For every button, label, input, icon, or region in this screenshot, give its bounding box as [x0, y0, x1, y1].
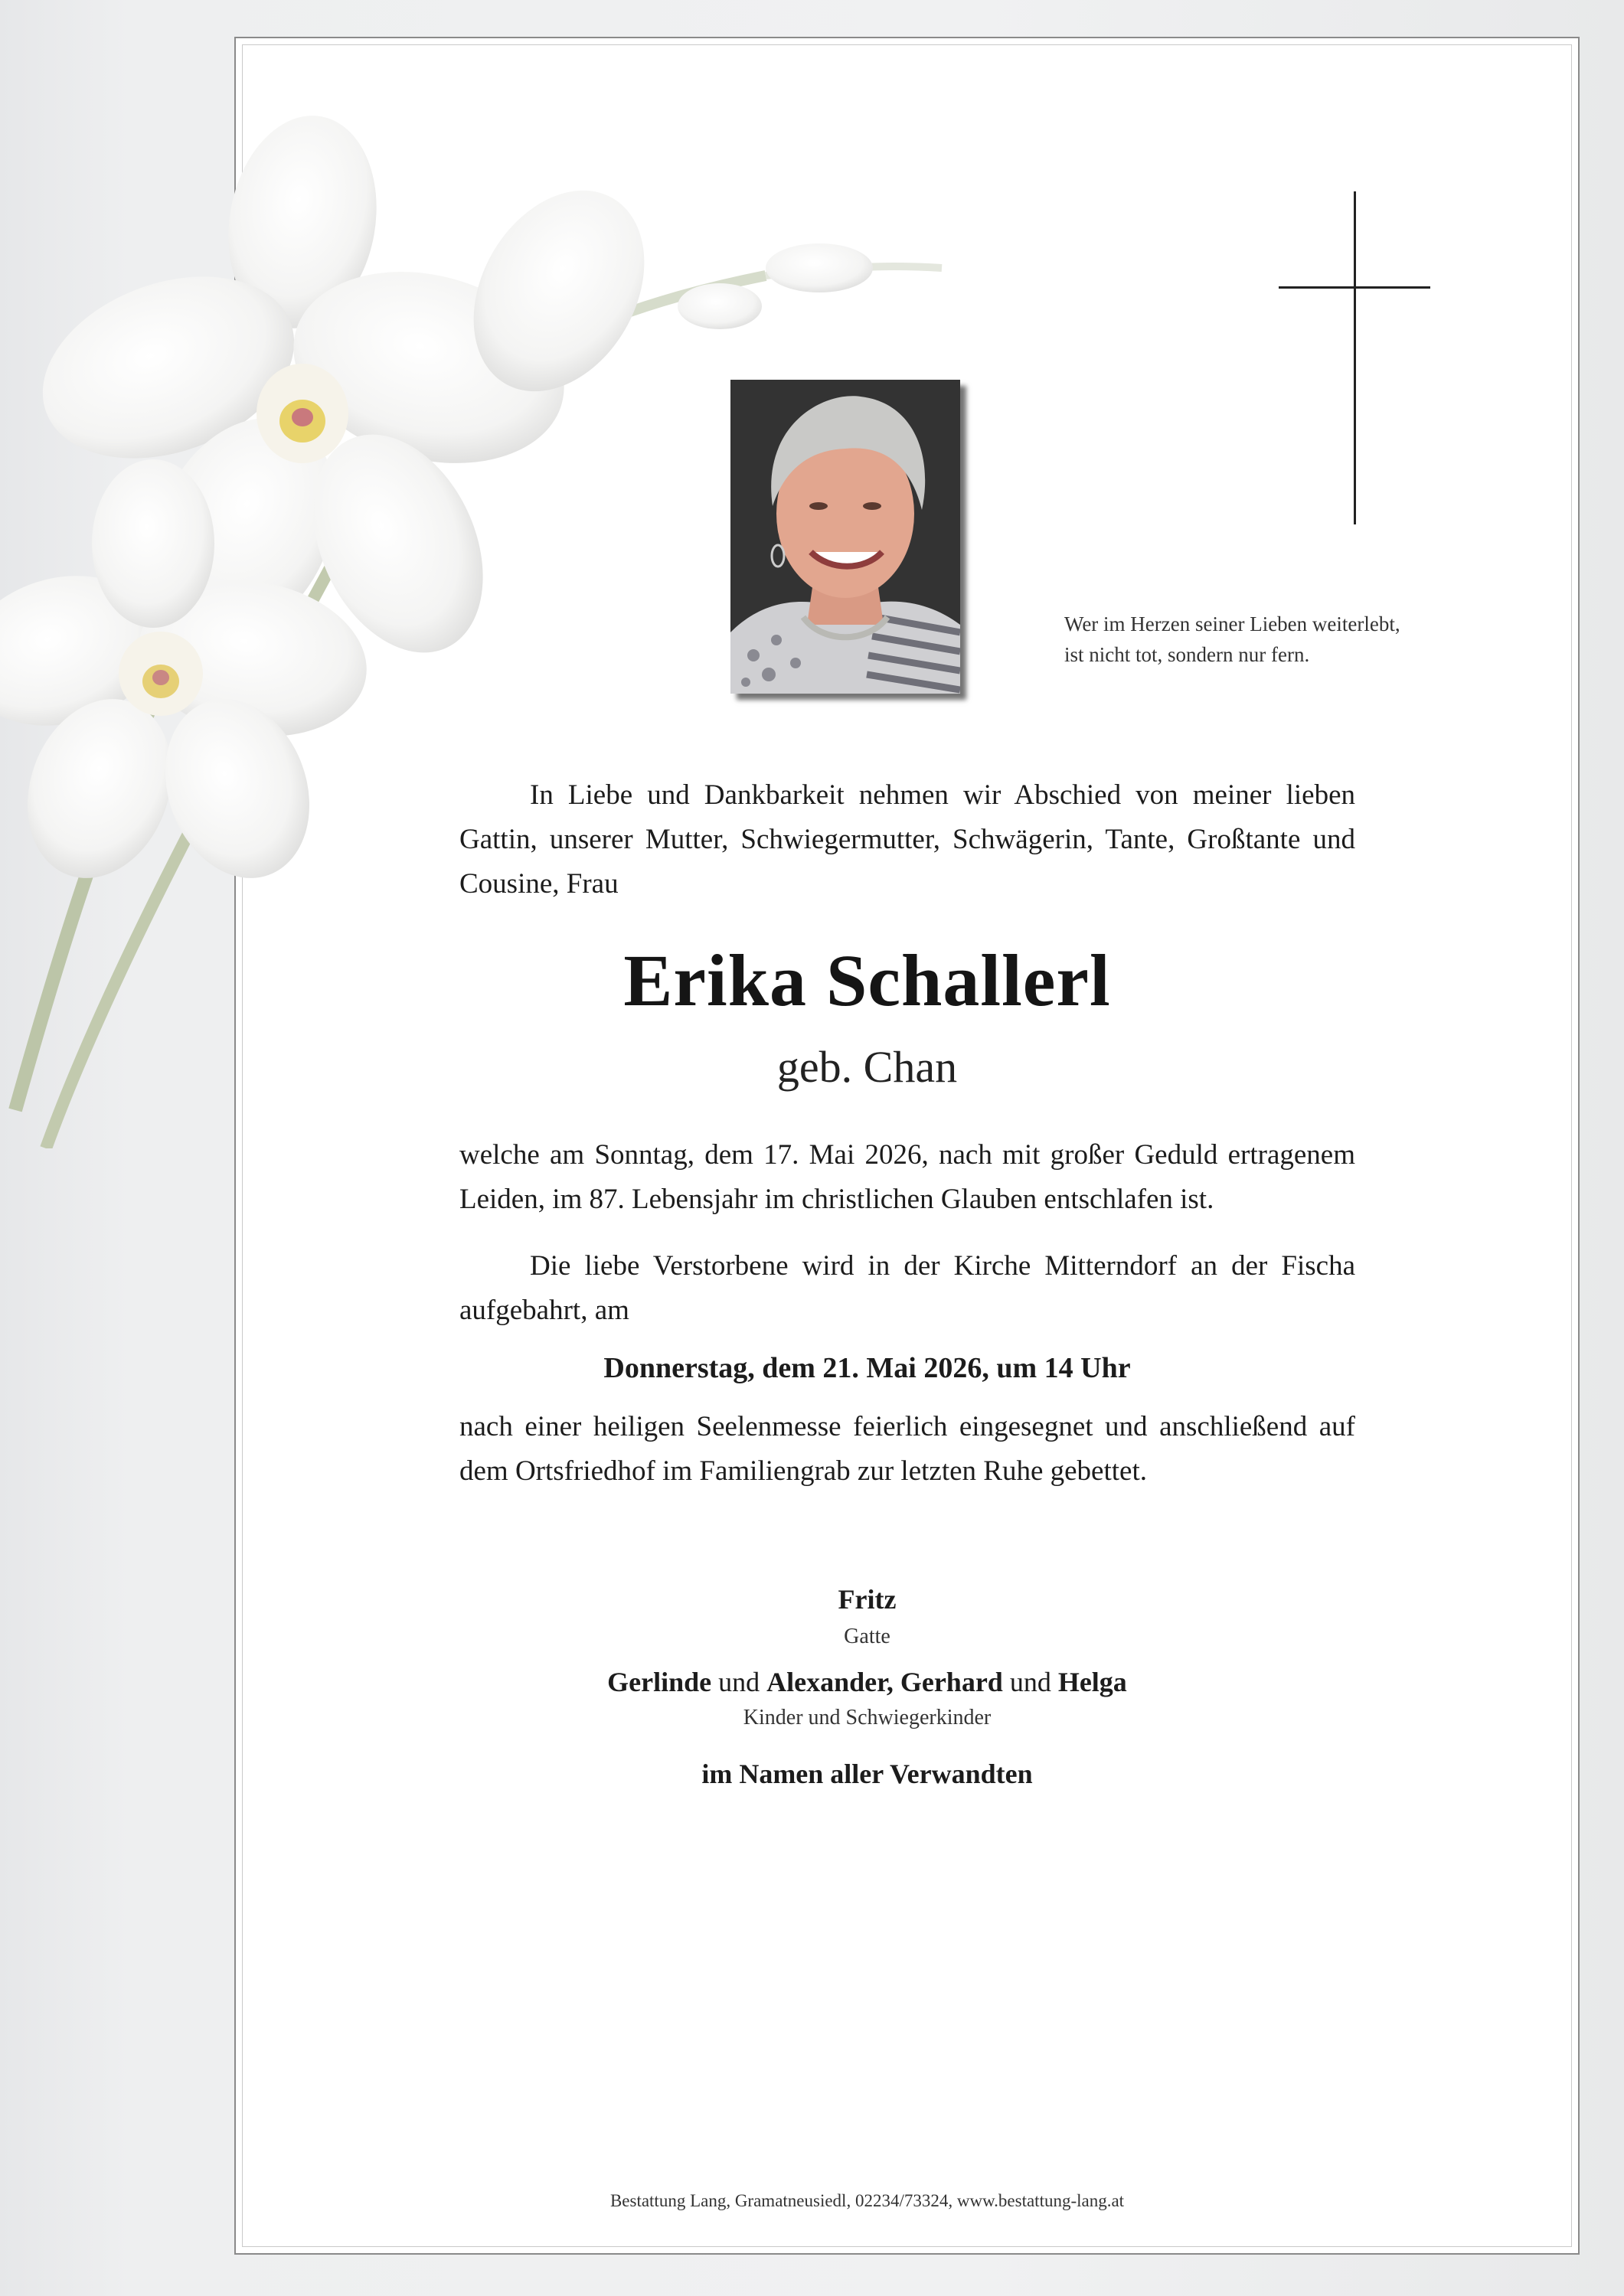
mourner-spouse-role-row	[55, 1625, 1624, 1649]
mourner-children-role-row	[55, 1706, 1624, 1730]
maiden-name: geb. Chan	[776, 1042, 958, 1092]
child-name: Gerhard	[900, 1667, 1003, 1697]
ceremony-date: Donnerstag, dem 21. Mai 2026, um 14 Uhr	[603, 1352, 1131, 1384]
funeral-home-footer: Bestattung Lang, Gramatneusiedl, 02234/73324, www.bestattung-lang.at	[609, 2191, 1125, 2210]
cross-icon	[1354, 191, 1356, 524]
child-name: Helga	[1057, 1667, 1127, 1697]
child-name: Gerlinde	[607, 1667, 712, 1697]
quote-line: Wer im Herzen seiner Lieben weiterlebt,	[1064, 612, 1400, 635]
portrait-image	[730, 380, 960, 694]
orchid-bud	[766, 243, 873, 292]
intro-paragraph	[459, 773, 1355, 906]
memorial-quote	[1064, 609, 1493, 670]
conjunction: und	[1009, 1667, 1051, 1697]
closing-line: im Namen aller Verwandten	[701, 1759, 1033, 1789]
deceased-name: Erika Schallerl	[623, 939, 1111, 1021]
burial-paragraph: nach einer heiligen Seelenmesse feierlich eingesegnet und anschließend auf dem Ortsfriedhof im Familiengrab zur letzten Ruhe gebettet.	[459, 1411, 1355, 1487]
child-name: Alexander,	[766, 1667, 894, 1697]
mourner-closing	[55, 1758, 1624, 1790]
death-notice-paragraph: welche am Sonntag, dem 17. Mai 2026, nach mit großer Geduld ertragenem Leiden, im 87. Lebensjahr im christlichen Glauben entschlafen ist.	[459, 1139, 1355, 1215]
spouse-role: Gatte	[844, 1625, 890, 1648]
portrait-photo	[730, 380, 960, 694]
cross-icon-bar	[1279, 286, 1430, 289]
children-role: Kinder und Schwiegerkinder	[743, 1706, 992, 1729]
quote-line: ist nicht tot, sondern nur fern.	[1064, 643, 1310, 666]
conjunction: und	[718, 1667, 760, 1697]
orchid-bud	[678, 283, 762, 329]
intro-text: In Liebe und Dankbarkeit nehmen wir Abschied von meiner lieben Gattin, unserer Mutter, Schwiegermutter, Schwägerin, Tante, Großtante und Cousine, Frau	[459, 779, 1355, 900]
spouse-name: Fritz	[838, 1584, 897, 1615]
mourner-children	[55, 1666, 1624, 1698]
mourner-spouse	[55, 1583, 1624, 1615]
laid-out-text: Die liebe Verstorbene wird in der Kirche Mitterndorf an der Fischa aufgebahrt, am	[459, 1250, 1355, 1326]
laid-out-paragraph	[459, 1244, 1355, 1333]
